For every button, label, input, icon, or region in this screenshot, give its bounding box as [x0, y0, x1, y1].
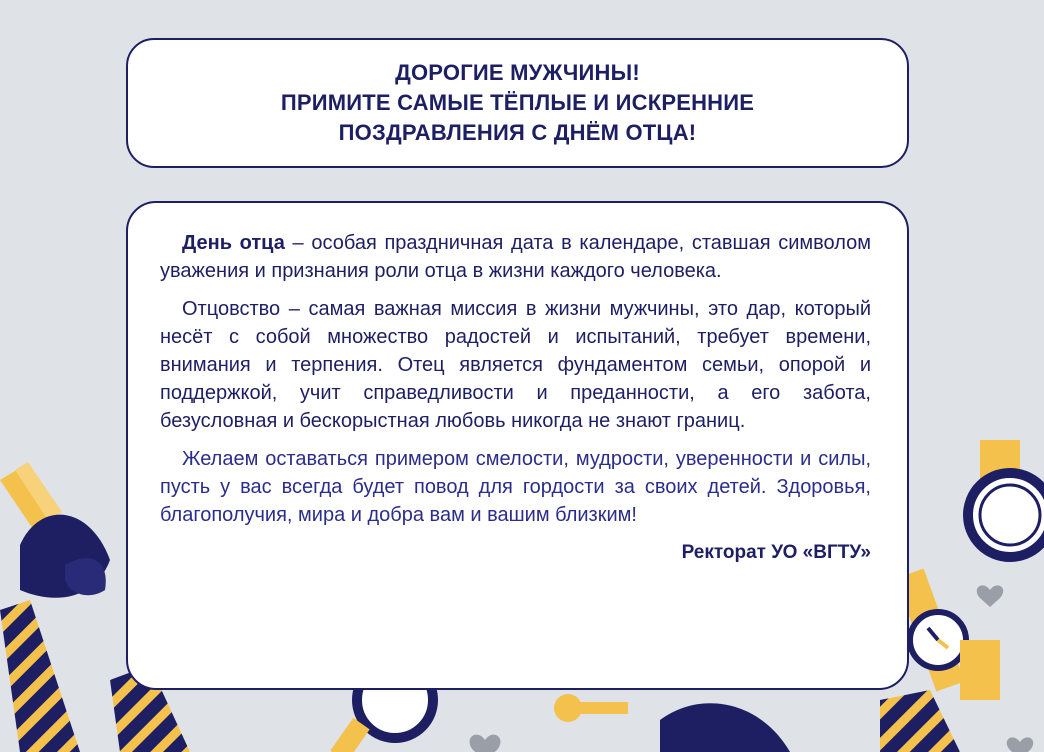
key-icon — [554, 694, 628, 722]
bow-tie-icon — [20, 515, 110, 598]
paragraph-1-text: – особая праздничная дата в календаре, ставшая символом уважения и признания роли отца в жизни каждого человека. — [160, 232, 871, 282]
greeting-header-card — [126, 38, 909, 168]
paragraph-2-text: Отцовство – самая важная миссия в жизни мужчины, это дар, который несёт с собой множество радостей и испытаний, требует времени, внимания и терпения. Отец является фундаментом семьи, опорой и поддержкой, учит справедливости и преданности, а его забота, безусловная и бескорыстная любовь никогда не знают границ. — [160, 298, 871, 432]
fathers-day-term: День отца — [182, 232, 285, 254]
necktie-icon — [880, 690, 960, 752]
greeting-body-card — [126, 201, 909, 690]
paragraph-fatherhood — [160, 295, 871, 435]
mustache-icon — [660, 703, 790, 752]
wristwatch-icon — [968, 440, 1044, 557]
paragraph-3-text: Желаем оставаться примером смелости, мудрости, уверенности и силы, пусть у вас всегда будет повод для гордости за своих детей. Здоровья, благополучия, мира и добра вам и вашим близким! — [160, 448, 871, 526]
paragraph-fathers-day — [160, 229, 871, 285]
header-line-3: ПОЗДРАВЛЕНИЯ С ДНЁМ ОТЦА! — [338, 120, 697, 145]
paragraph-wishes — [160, 445, 871, 529]
header-line-2: ПРИМИТЕ САМЫЕ ТЁПЛЫЕ И ИСКРЕННИЕ — [280, 90, 755, 115]
signature: Ректорат УО «ВГТУ» — [681, 542, 871, 563]
header-line-1: ДОРОГИЕ МУЖЧИНЫ! — [395, 60, 640, 85]
